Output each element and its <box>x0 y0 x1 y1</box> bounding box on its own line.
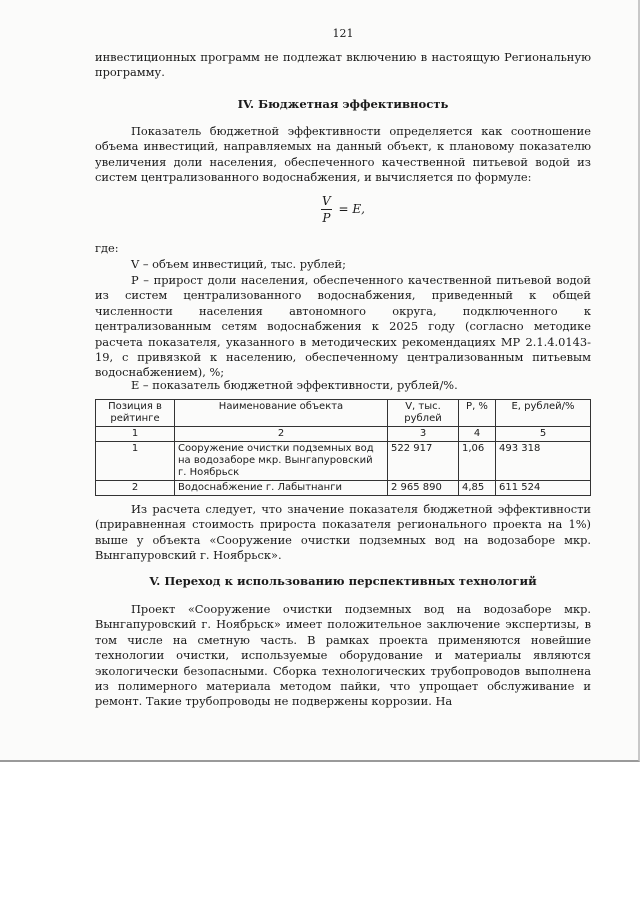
header-e: E, рублей/% <box>496 400 591 427</box>
definition-v: V – объем инвестиций, тыс. рублей; <box>131 257 346 271</box>
cell-position: 1 <box>96 442 175 481</box>
header-object-name: Наименование объекта <box>175 400 388 427</box>
header-position: Позиция в рейтинге <box>96 400 175 427</box>
intro-paragraph: инвестиционных программ не подлежат включению в настоящую Региональную программу. <box>95 50 591 80</box>
cell-v: 522 917 <box>388 442 459 481</box>
col-number: 3 <box>388 427 459 442</box>
col-number: 1 <box>96 427 175 442</box>
col-number: 2 <box>175 427 388 442</box>
definition-e: E – показатель бюджетной эффективности, рублей/%. <box>131 378 458 392</box>
cell-position: 2 <box>96 481 175 496</box>
formula-denominator: P <box>322 211 331 225</box>
cell-p: 4,85 <box>459 481 496 496</box>
section-4-paragraph: Показатель бюджетной эффективности определяется как соотношение объема инвестиций, направляемых на данный объект, к плановому показателю увеличения доли населения, обеспеченного качественной питьевой водой из систем централизованного водоснабжения, и вычисляется по формуле: <box>95 124 591 185</box>
formula-numerator: V <box>322 194 331 208</box>
cell-v: 2 965 890 <box>388 481 459 496</box>
cell-e: 611 524 <box>496 481 591 496</box>
efficiency-table <box>95 399 591 496</box>
col-number: 4 <box>459 427 496 442</box>
cell-p: 1,06 <box>459 442 496 481</box>
table-row <box>96 442 591 481</box>
cell-object-name: Водоснабжение г. Лабытнанги <box>175 481 388 496</box>
header-v: V, тыс. рублей <box>388 400 459 427</box>
table-row <box>96 481 591 496</box>
table-numbering-row <box>96 427 591 442</box>
section-5-heading: V. Переход к использованию перспективных технологий <box>149 574 537 588</box>
section-5-paragraph: Проект «Сооружение очистки подземных вод на водозаборе мкр. Вынгапуровский г. Ноябрьск» имеет положительное заключение экспертизы, в том числе на сметную часть. В рамках проекта применяются новейшие технологии очистки, используемые оборудование и материалы являются экологически безопасными. Сборка технологических трубопроводов выполнена из полимерного материала методом пайки, что упрощает обслуживание и ремонт. Такие трубопроводы не подвержены коррозии. На <box>95 602 591 709</box>
header-p: P, % <box>459 400 496 427</box>
page-number: 121 <box>332 27 354 40</box>
cell-e: 493 318 <box>496 442 591 481</box>
formula-fraction <box>321 193 332 226</box>
cell-object-name: Сооружение очистки подземных вод на водозаборе мкр. Вынгапуровский г. Ноябрьск <box>175 442 388 481</box>
conclusion-paragraph: Из расчета следует, что значение показателя бюджетной эффективности (приравненная стоимость прироста показателя регионального проекта на 1%) выше у объекта «Сооружение очистки подземных вод на водозаборе мкр. Вынгапуровский г. Ноябрьск». <box>95 502 591 563</box>
where-label: где: <box>95 241 119 255</box>
table-header-row <box>96 400 591 427</box>
definition-p: P – прирост доли населения, обеспеченного качественной питьевой водой из систем централизованного водоснабжения, приведенный к общей численности населения автономного округа, подключенного к централизованным сетям водоснабжения к 2025 году (согласно методике расчета показателя, указанного в методических рекомендациях МР 2.1.4.0143-19, с привязкой к населению, обеспеченному централизованным питьевым водоснабжением), %; <box>95 273 591 380</box>
formula <box>95 193 591 226</box>
formula-rhs: = E, <box>338 201 365 216</box>
section-4-heading: IV. Бюджетная эффективность <box>237 97 449 111</box>
col-number: 5 <box>496 427 591 442</box>
